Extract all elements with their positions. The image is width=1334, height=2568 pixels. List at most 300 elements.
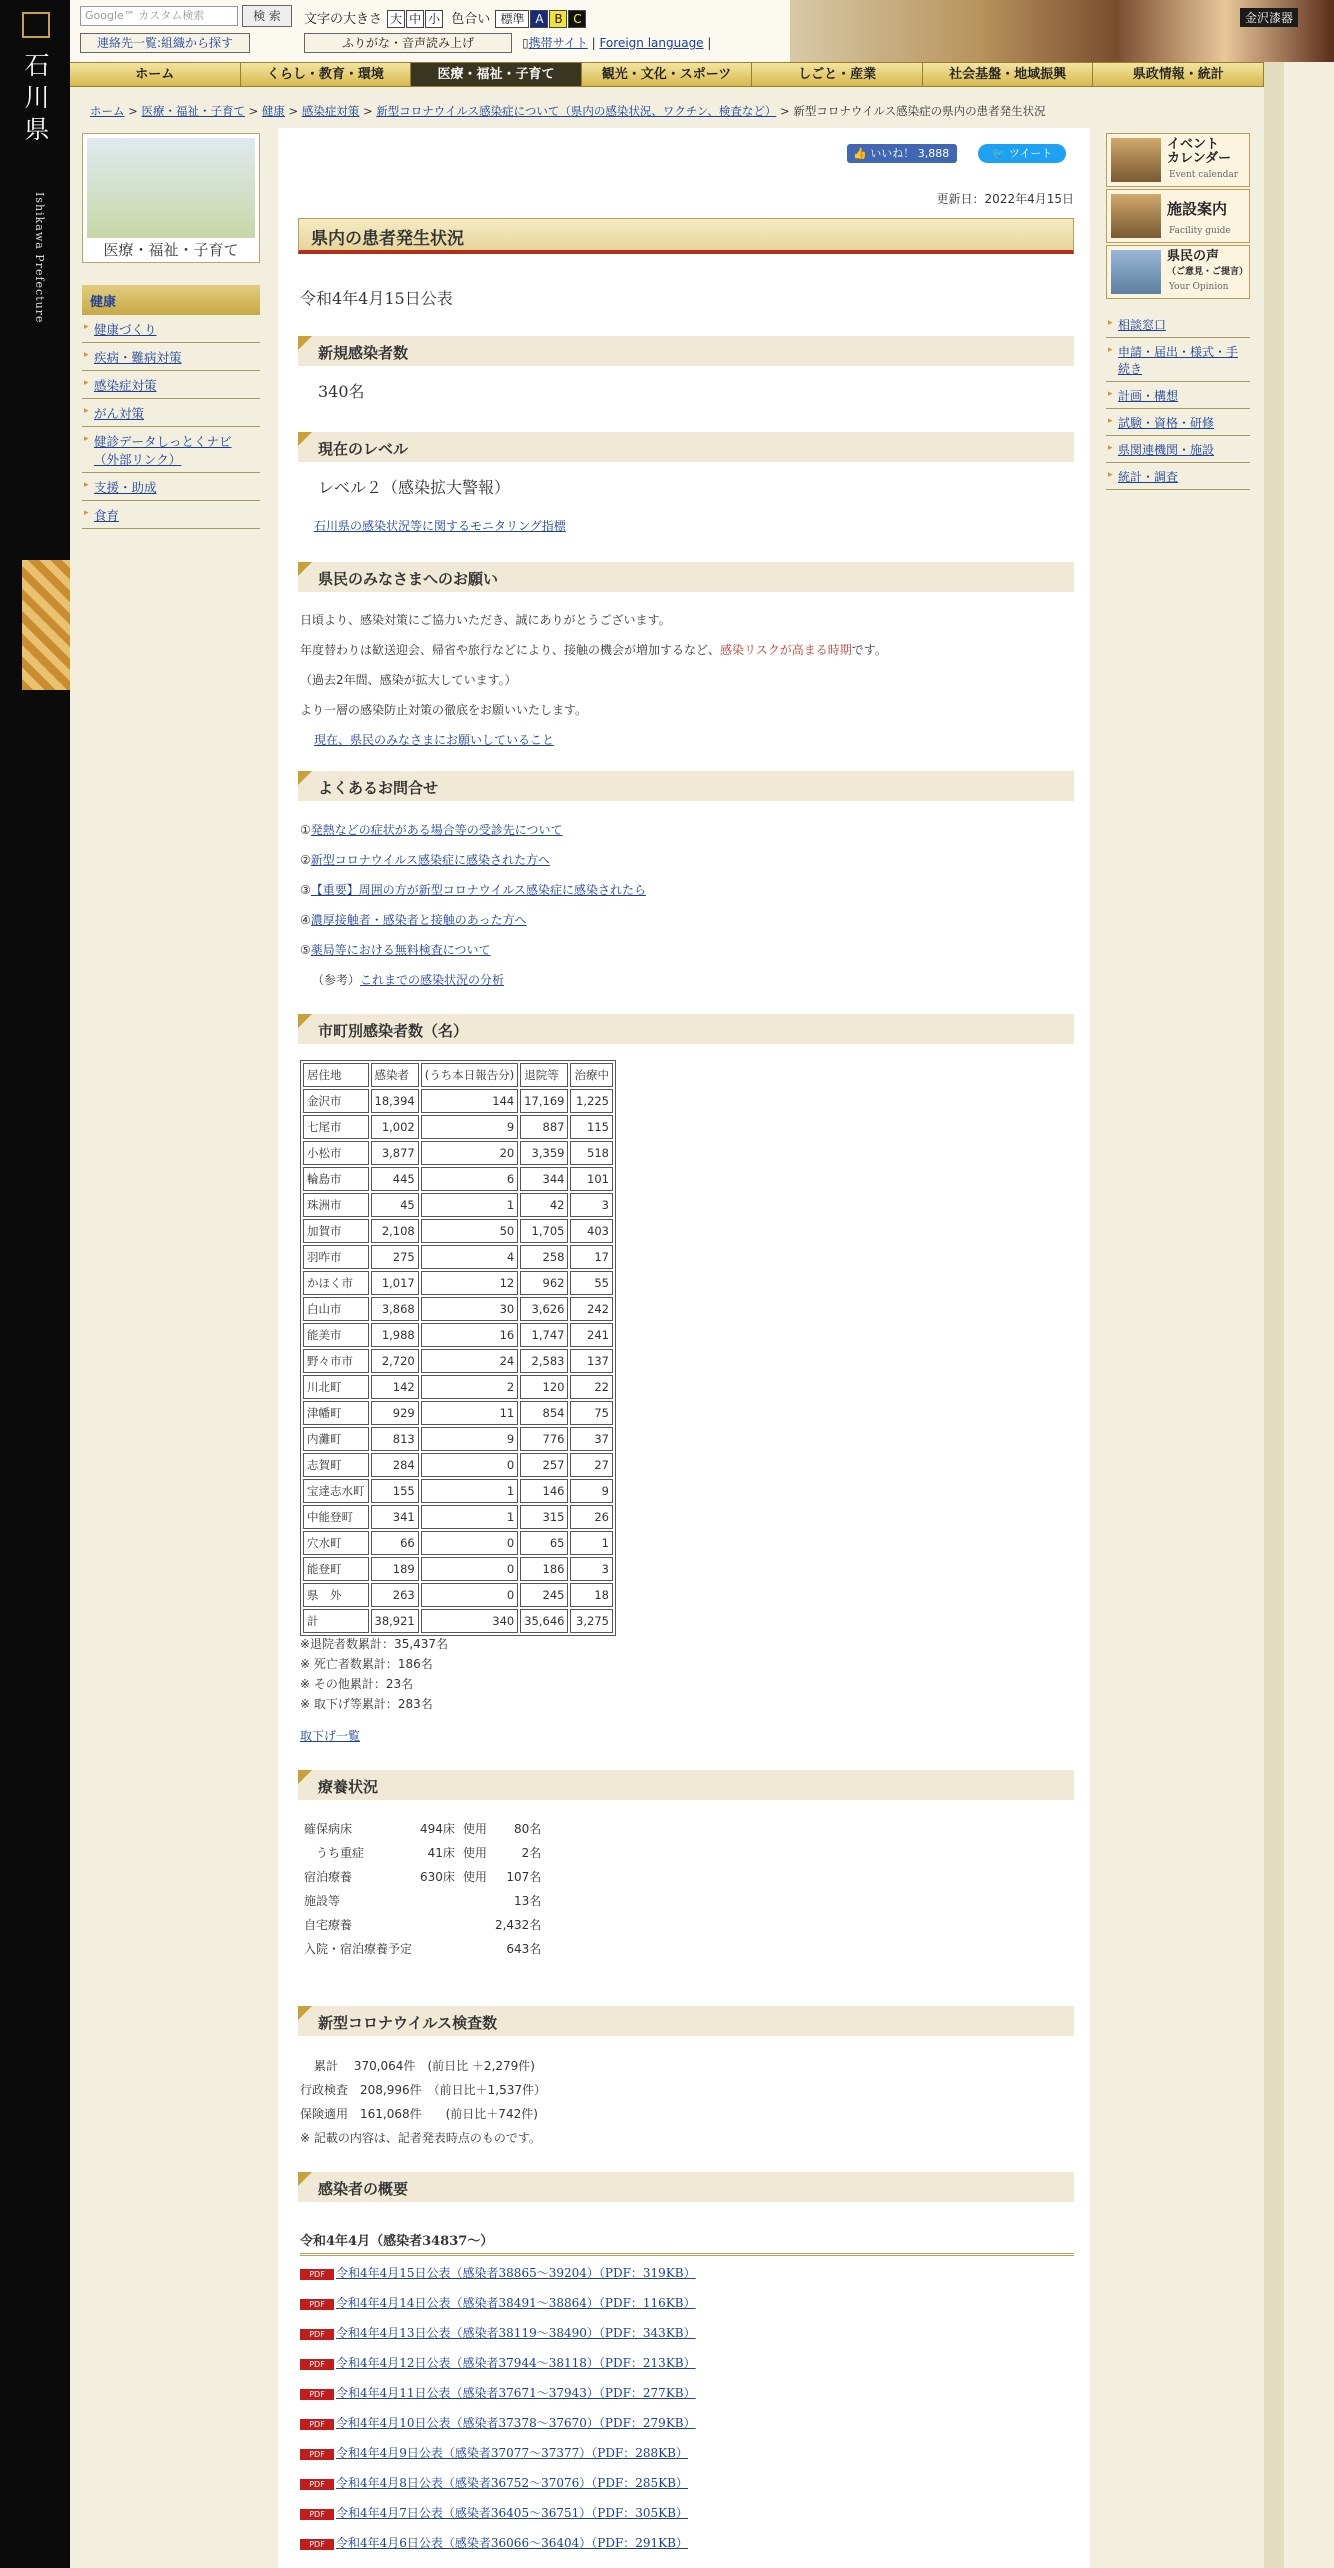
table-header-row (303, 1063, 613, 1087)
table-cell: 1,747 (520, 1323, 568, 1347)
font-size-large-button[interactable]: 大 (387, 10, 405, 28)
table-cell: 242 (570, 1297, 613, 1321)
note: ※ その他累計：23名 (300, 1677, 414, 1691)
table-header-cell: 感染者 (371, 1063, 419, 1087)
page-title: 県内の患者発生状況 (298, 218, 1074, 254)
local-nav-item[interactable]: ▸ がん対策 (82, 399, 260, 427)
table-row (303, 1245, 613, 1269)
table-cell: 18 (570, 1583, 613, 1607)
care-cell: 入院・宿泊療養予定 (304, 1941, 413, 1956)
table-cell: 2,583 (520, 1349, 568, 1373)
table-row (303, 1609, 613, 1633)
publication-date: 令和4年4月15日公表 (300, 289, 453, 308)
care-cell: 自宅療養 (304, 1917, 353, 1932)
table-cell: かほく市 (303, 1271, 369, 1295)
font-size-medium-button[interactable]: 中 (406, 10, 424, 28)
table-row (303, 1167, 613, 1191)
care-cell (416, 1888, 459, 1912)
care-cell: 宿泊療養 (304, 1869, 353, 1884)
tests-total: 累計 370,064件 (前日比 ＋2,279件) (314, 2059, 535, 2073)
faq-item: ②新型コロナウイルス感染症に感染された方へ (300, 853, 551, 867)
local-nav-item[interactable]: ▸ 健康づくり (82, 315, 260, 343)
tests-note: ※ 記載の内容は、記者発表時点のものです。 (300, 2131, 541, 2145)
tests-insurance: 保険適用 161,068件 (前日比＋742件) (300, 2107, 538, 2121)
table-cell: 241 (570, 1323, 613, 1347)
table-cell: 2,108 (371, 1219, 419, 1243)
table-cell: 27 (570, 1453, 613, 1477)
table-row (303, 1531, 613, 1555)
table-cell: 189 (371, 1557, 419, 1581)
table-row (303, 1141, 613, 1165)
table-cell: 35,646 (520, 1609, 568, 1633)
local-nav (82, 133, 260, 529)
request-text: 日頃より、感染対策にご協力いただき、誠にありがとうございます。 (300, 613, 671, 627)
care-cell: 使用 (462, 1869, 487, 1884)
section-heading-new-cases: 新規感染者数 (298, 336, 1074, 366)
table-cell: 野々市市 (303, 1349, 369, 1373)
pdf-icon: PDF (300, 2419, 334, 2430)
table-cell: 245 (520, 1583, 568, 1607)
request-text: （過去2年間、感染が拡大しています。） (300, 673, 517, 687)
category-banner[interactable] (82, 133, 260, 263)
table-cell: 1 (421, 1479, 518, 1503)
pdf-icon: PDF (300, 2509, 334, 2520)
table-cell: 4 (421, 1245, 518, 1269)
care-cell: 施設等 (304, 1893, 341, 1908)
request-link[interactable]: 現在、県民のみなさまにお願いしていること (314, 733, 555, 747)
faq-item: ④濃厚接触者・感染者と接触のあった方へ (300, 913, 527, 927)
table-row (303, 1089, 613, 1113)
table-row (303, 1375, 613, 1399)
global-nav (70, 62, 1264, 87)
table-row (303, 1323, 613, 1347)
furigana-button[interactable]: ふりがな・音声読み上げ (304, 33, 512, 53)
display-options (304, 8, 586, 28)
table-cell: 3,877 (371, 1141, 419, 1165)
contacts-button[interactable]: 連絡先一覧:組織から探す (80, 33, 250, 53)
right-link[interactable]: ▸ 相談窓口 (1106, 311, 1250, 338)
table-cell: 142 (371, 1375, 419, 1399)
table-cell: 0 (421, 1531, 518, 1555)
table-row (303, 1349, 613, 1373)
table-cell: 宝達志水町 (303, 1479, 369, 1503)
table-row (303, 1115, 613, 1139)
twitter-bird-icon: 🐦 (991, 147, 1006, 160)
table-cell: 813 (371, 1427, 419, 1451)
tests-admin: 行政検査 208,996件 （前日比＋1,537件） (300, 2083, 546, 2097)
care-row (300, 1936, 545, 1960)
care-cell: 確保病床 (304, 1821, 353, 1836)
table-cell: 776 (520, 1427, 568, 1451)
current-level: レベル２（感染拡大警報） (318, 478, 511, 497)
table-row (303, 1219, 613, 1243)
care-cell: うち重症 (304, 1845, 365, 1860)
pdf-icon: PDF (300, 2449, 334, 2460)
breadcrumb-link[interactable]: ホーム (90, 104, 125, 118)
table-cell: 55 (570, 1271, 613, 1295)
table-cell: 38,921 (371, 1609, 419, 1633)
pdf-link[interactable]: 令和4年4月7日公表（感染者36405～36751）（PDF：305KB） (336, 2506, 688, 2520)
table-cell: 志賀町 (303, 1453, 369, 1477)
pdf-item (300, 2294, 696, 2311)
pdf-item (300, 2474, 688, 2491)
mobile-icon: ▯ (522, 36, 529, 50)
note: ※ 死亡者数累計：186名 (300, 1657, 433, 1671)
decorative-pattern (22, 560, 70, 690)
nav-medical[interactable]: 医療・福祉・子育て (411, 63, 582, 86)
breadcrumb-link[interactable]: 健康 (261, 104, 285, 118)
table-cell: 42 (520, 1193, 568, 1217)
table-cell: 中能登町 (303, 1505, 369, 1529)
table-cell: 9 (570, 1479, 613, 1503)
right-link[interactable]: ▸ 統計・調査 (1106, 463, 1250, 490)
section-heading-tests: 新型コロナウイルス検査数 (298, 2006, 1074, 2036)
facebook-like-button[interactable]: 👍 いいね！ 3,888 (847, 144, 957, 163)
right-link[interactable]: ▸ 申請・届出・様式・手続き (1106, 338, 1250, 382)
category-caption: 医療・福祉・子育て (103, 241, 239, 259)
right-links (1106, 311, 1250, 490)
pdf-link[interactable]: 令和4年4月8日公表（感染者36752～37076）（PDF：285KB） (336, 2476, 688, 2490)
pdf-link[interactable]: 令和4年4月11日公表（感染者37671～37943）（PDF：277KB） (336, 2386, 696, 2400)
prefecture-logo-icon[interactable] (22, 12, 50, 38)
care-cell: 41床 (427, 1845, 455, 1860)
table-cell: 887 (520, 1115, 568, 1139)
table-cell: 川北町 (303, 1375, 369, 1399)
pdf-icon: PDF (300, 2539, 334, 2550)
care-cell: 494床 (420, 1821, 455, 1836)
table-cell: 2 (421, 1375, 518, 1399)
breadcrumb-current: 新型コロナウイルス感染症の県内の患者発生状況 (793, 104, 1046, 118)
faq-item: ③【重要】周囲の方が新型コロナウイルス感染症に感染されたら (300, 883, 647, 897)
note: ※退院者数累計：35,437名 (300, 1637, 449, 1651)
table-cell: 内灘町 (303, 1427, 369, 1451)
table-cell: 263 (371, 1583, 419, 1607)
local-nav-item[interactable]: ▸ 支援・助成 (82, 473, 260, 501)
table-row (303, 1479, 613, 1503)
breadcrumb-link[interactable]: 医療・福祉・子育て (141, 104, 245, 118)
table-cell: 1,002 (371, 1115, 419, 1139)
prefecture-sidebar (0, 0, 70, 2568)
table-cell: 115 (570, 1115, 613, 1139)
nav-government[interactable]: 県政情報・統計 (1093, 63, 1264, 86)
table-cell: 258 (520, 1245, 568, 1269)
color-a-button[interactable]: A (530, 10, 548, 28)
local-nav-item[interactable]: ▸ 感染症対策 (82, 371, 260, 399)
table-cell: 340 (421, 1609, 518, 1633)
table-cell: 9 (421, 1427, 518, 1451)
prefecture-title: 石川県 (24, 51, 50, 144)
table-cell: 120 (520, 1375, 568, 1399)
nav-living[interactable]: くらし・教育・環境 (241, 63, 412, 86)
table-row (303, 1271, 613, 1295)
care-cell: 2名 (521, 1845, 542, 1860)
table-cell: 小松市 (303, 1141, 369, 1165)
right-link[interactable]: ▸ 県関連機関・施設 (1106, 436, 1250, 463)
table-cell: 146 (520, 1479, 568, 1503)
pdf-link[interactable]: 令和4年4月13日公表（感染者38119～38490）（PDF：343KB） (336, 2326, 696, 2340)
table-row (303, 1297, 613, 1321)
table-cell: 75 (570, 1401, 613, 1425)
pdf-item (300, 2384, 696, 2401)
table-cell: 186 (520, 1557, 568, 1581)
table-cell: 1,705 (520, 1219, 568, 1243)
nav-home[interactable]: ホーム (70, 63, 241, 86)
faq-item: ①発熱などの症状がある場合等の受診先について (300, 823, 563, 837)
facility-photo (1111, 194, 1161, 238)
event-photo (1111, 138, 1161, 182)
prefecture-subtitle: Ishikawa Prefecture (33, 192, 46, 324)
table-cell: 羽咋市 (303, 1245, 369, 1269)
section-heading-summary: 感染者の概要 (298, 2172, 1074, 2202)
table-cell: 3,275 (570, 1609, 613, 1633)
table-cell: 0 (421, 1557, 518, 1581)
pdf-item (300, 2324, 696, 2341)
monitoring-link[interactable]: 石川県の感染状況等に関するモニタリング指標 (314, 519, 566, 533)
table-cell: 3,626 (520, 1297, 568, 1321)
thumbs-up-icon: 👍 (853, 147, 867, 160)
nav-infrastructure[interactable]: 社会基盤・地域振興 (923, 63, 1094, 86)
table-cell: 257 (520, 1453, 568, 1477)
right-link[interactable]: ▸ 試験・資格・研修 (1106, 409, 1250, 436)
pdf-icon: PDF (300, 2389, 334, 2400)
table-cell: 加賀市 (303, 1219, 369, 1243)
pdf-icon: PDF (300, 2329, 334, 2340)
care-cell (416, 1936, 459, 1960)
table-row (303, 1505, 613, 1529)
note: ※ 取下げ等累計：283名 (300, 1697, 433, 1711)
table-cell: 1 (570, 1531, 613, 1555)
table-cell: 37 (570, 1427, 613, 1451)
table-cell: 12 (421, 1271, 518, 1295)
table-cell: 17,169 (520, 1089, 568, 1113)
table-cell: 珠洲市 (303, 1193, 369, 1217)
mobile-site-link[interactable]: 携帯サイト (528, 36, 588, 50)
table-cell: 24 (421, 1349, 518, 1373)
local-nav-item[interactable]: ▸ 食育 (82, 501, 260, 529)
care-row (300, 1840, 545, 1864)
table-cell: 45 (371, 1193, 419, 1217)
table-cell: 2,720 (371, 1349, 419, 1373)
table-cell: 穴水町 (303, 1531, 369, 1555)
pdf-link[interactable]: 令和4年4月10日公表（感染者37378～37670）（PDF：279KB） (336, 2416, 696, 2430)
pdf-link[interactable]: 令和4年4月6日公表（感染者36066～36404）（PDF：291KB） (336, 2536, 688, 2550)
table-row (303, 1453, 613, 1477)
pdf-item (300, 2504, 688, 2521)
nav-tourism[interactable]: 観光・文化・スポーツ (582, 63, 753, 86)
care-cell: 80名 (514, 1821, 542, 1836)
table-cell: 30 (421, 1297, 518, 1321)
table-cell: 65 (520, 1531, 568, 1555)
request-text: 年度替わりは歓送迎会、帰省や旅行などにより、接触の機会が増加するなど、感染リスクが高まる時期です。 (300, 643, 887, 657)
pdf-item (300, 2444, 688, 2461)
table-row (303, 1557, 613, 1581)
table-cell: 3,359 (520, 1141, 568, 1165)
care-cell: 使用 (462, 1845, 487, 1860)
table-cell: 白山市 (303, 1297, 369, 1321)
table-cell: 66 (371, 1531, 419, 1555)
table-cell: 18,394 (371, 1089, 419, 1113)
banner-label: 金沢漆器 (1240, 8, 1298, 27)
font-size-label: 文字の大きさ (304, 12, 383, 27)
table-cell: 能美市 (303, 1323, 369, 1347)
updated-date: 更新日：2022年4月15日 (936, 192, 1074, 206)
pdf-item (300, 2264, 696, 2281)
nav-work[interactable]: しごと・産業 (752, 63, 923, 86)
local-nav-item[interactable]: ▸ 健診データしっとくナビ（外部リンク） (82, 427, 260, 473)
table-cell: 0 (421, 1583, 518, 1607)
table-cell: 275 (371, 1245, 419, 1269)
facility-guide-button[interactable]: 施設案内 Facility guide (1106, 189, 1250, 243)
pdf-link[interactable]: 令和4年4月15日公表（感染者38865～39204）（PDF：319KB） (336, 2266, 696, 2280)
table-cell: 854 (520, 1401, 568, 1425)
right-pattern (1264, 0, 1284, 2568)
search-input[interactable]: Google™ カスタム検索 (80, 6, 238, 26)
pdf-month-heading: 令和4年4月（感染者34837～） (300, 2230, 1074, 2256)
pdf-link[interactable]: 令和4年4月12日公表（感染者37944～38118）（PDF：213KB） (336, 2356, 696, 2370)
your-opinion-button[interactable]: 県民の声 （ご意見・ご提言） Your Opinion (1106, 245, 1250, 299)
care-cell: 2,432名 (494, 1917, 542, 1932)
request-text: より一層の感染防止対策の徹底をお願いいたします。 (300, 703, 588, 717)
breadcrumb-link[interactable]: 感染症対策 (301, 104, 360, 118)
table-cell: 1,225 (570, 1089, 613, 1113)
table-cell: 県 外 (303, 1583, 369, 1607)
care-row (300, 1888, 545, 1912)
table-cell: 962 (520, 1271, 568, 1295)
care-cell: 643名 (506, 1941, 542, 1956)
table-cell: 3,868 (371, 1297, 419, 1321)
color-c-button[interactable]: C (568, 10, 586, 28)
table-header-cell: 治療中 (570, 1063, 613, 1087)
table-row (303, 1583, 613, 1607)
table-cell: 3 (570, 1193, 613, 1217)
table-header-cell: (うち本日報告分) (421, 1063, 518, 1087)
faq-item: （参考）これまでの感染状況の分析 (312, 973, 505, 987)
care-row (300, 1864, 545, 1888)
table-cell: 11 (421, 1401, 518, 1425)
pdf-icon: PDF (300, 2269, 334, 2280)
pdf-item (300, 2354, 696, 2371)
table-cell: 16 (421, 1323, 518, 1347)
pdf-link[interactable]: 令和4年4月14日公表（感染者38491～38864）（PDF：116KB） (336, 2296, 696, 2310)
table-cell: 能登町 (303, 1557, 369, 1581)
right-link[interactable]: ▸ 計画・構想 (1106, 382, 1250, 409)
pdf-icon: PDF (300, 2359, 334, 2370)
care-cell: 使用 (462, 1821, 487, 1836)
table-cell: 26 (570, 1505, 613, 1529)
withdraw-list-link[interactable]: 取下げ一覧 (300, 1729, 361, 1743)
table-cell: 137 (570, 1349, 613, 1373)
color-label: 色合い (451, 12, 491, 27)
breadcrumb: ホーム > 医療・福祉・子育て > 健康 > 感染症対策 > 新型コロナウイルス感染症について（県内の感染状況、ワクチン、検査など） > 新型コロナウイルス感染症の県内の患者発生状況 (90, 104, 1046, 118)
pdf-icon: PDF (300, 2479, 334, 2490)
table-row (303, 1193, 613, 1217)
right-column (1106, 133, 1250, 490)
family-photo (87, 138, 255, 238)
faq-item: ⑤薬局等における無料検査について (300, 943, 491, 957)
table-cell: 17 (570, 1245, 613, 1269)
table-cell: 9 (421, 1115, 518, 1139)
care-cell (459, 1936, 491, 1960)
pdf-item (300, 2414, 696, 2431)
care-cell: 630床 (420, 1869, 455, 1884)
table-cell: 344 (520, 1167, 568, 1191)
care-cell: 107名 (506, 1869, 542, 1884)
table-cell: 七尾市 (303, 1115, 369, 1139)
table-cell: 津幡町 (303, 1401, 369, 1425)
table-cell: 輪島市 (303, 1167, 369, 1191)
new-cases-value: 340名 (318, 382, 365, 401)
search-button[interactable]: 検 索 (242, 5, 292, 27)
table-cell: 1,017 (371, 1271, 419, 1295)
section-heading-faq: よくあるお問合せ (298, 771, 1074, 801)
breadcrumb-link[interactable]: 新型コロナウイルス感染症について（県内の感染状況、ワクチン、検査など） (376, 104, 777, 118)
table-cell: 20 (421, 1141, 518, 1165)
care-cell (459, 1888, 491, 1912)
color-b-button[interactable]: B (549, 10, 567, 28)
city-cases-table (300, 1060, 616, 1636)
table-cell: 計 (303, 1609, 369, 1633)
table-cell: 22 (570, 1375, 613, 1399)
main-content (278, 128, 1090, 2568)
table-cell: 3 (570, 1557, 613, 1581)
table-header-cell: 退院等 (520, 1063, 568, 1087)
font-size-small-button[interactable]: 小 (425, 10, 443, 28)
table-header-cell: 居住地 (303, 1063, 369, 1087)
section-heading-level: 現在のレベル (298, 432, 1074, 462)
table-cell: 101 (570, 1167, 613, 1191)
care-status-table (300, 1816, 545, 1960)
table-cell: 1 (421, 1505, 518, 1529)
local-nav-item[interactable]: ▸ 疾病・難病対策 (82, 343, 260, 371)
table-cell: 144 (421, 1089, 518, 1113)
table-cell: 50 (421, 1219, 518, 1243)
table-cell: 341 (371, 1505, 419, 1529)
header-banner-image[interactable] (790, 0, 1334, 62)
table-cell: 1 (421, 1193, 518, 1217)
table-cell: 6 (421, 1167, 518, 1191)
care-row (300, 1816, 545, 1840)
table-cell: 0 (421, 1453, 518, 1477)
care-cell (459, 1912, 491, 1936)
pdf-icon: PDF (300, 2299, 334, 2310)
table-cell: 金沢市 (303, 1089, 369, 1113)
tweet-button[interactable]: 🐦 ツイート (978, 144, 1066, 163)
foreign-language-link[interactable]: Foreign language (599, 36, 704, 50)
table-cell: 518 (570, 1141, 613, 1165)
color-standard-button[interactable]: 標準 (495, 10, 529, 28)
table-cell: 445 (371, 1167, 419, 1191)
table-cell: 155 (371, 1479, 419, 1503)
table-cell: 284 (371, 1453, 419, 1477)
local-nav-heading[interactable]: 健康 (82, 285, 260, 315)
table-cell: 929 (371, 1401, 419, 1425)
care-row (300, 1912, 545, 1936)
care-cell (416, 1912, 459, 1936)
table-row (303, 1427, 613, 1451)
section-heading-care: 療養状況 (298, 1770, 1074, 1800)
opinion-photo (1111, 250, 1161, 294)
table-cell: 1,988 (371, 1323, 419, 1347)
header-links: ▯携帯サイト | Foreign language | (522, 36, 712, 50)
section-heading-request: 県民のみなさまへのお願い (298, 562, 1074, 592)
table-row (303, 1401, 613, 1425)
event-calendar-button[interactable]: イベント カレンダー Event calendar (1106, 133, 1250, 187)
table-cell: 315 (520, 1505, 568, 1529)
care-cell: 13名 (514, 1893, 542, 1908)
pdf-item (300, 2534, 688, 2551)
section-heading-by-city: 市町別感染者数（名） (298, 1014, 1074, 1044)
pdf-link[interactable]: 令和4年4月9日公表（感染者37077～37377）（PDF：288KB） (336, 2446, 688, 2460)
